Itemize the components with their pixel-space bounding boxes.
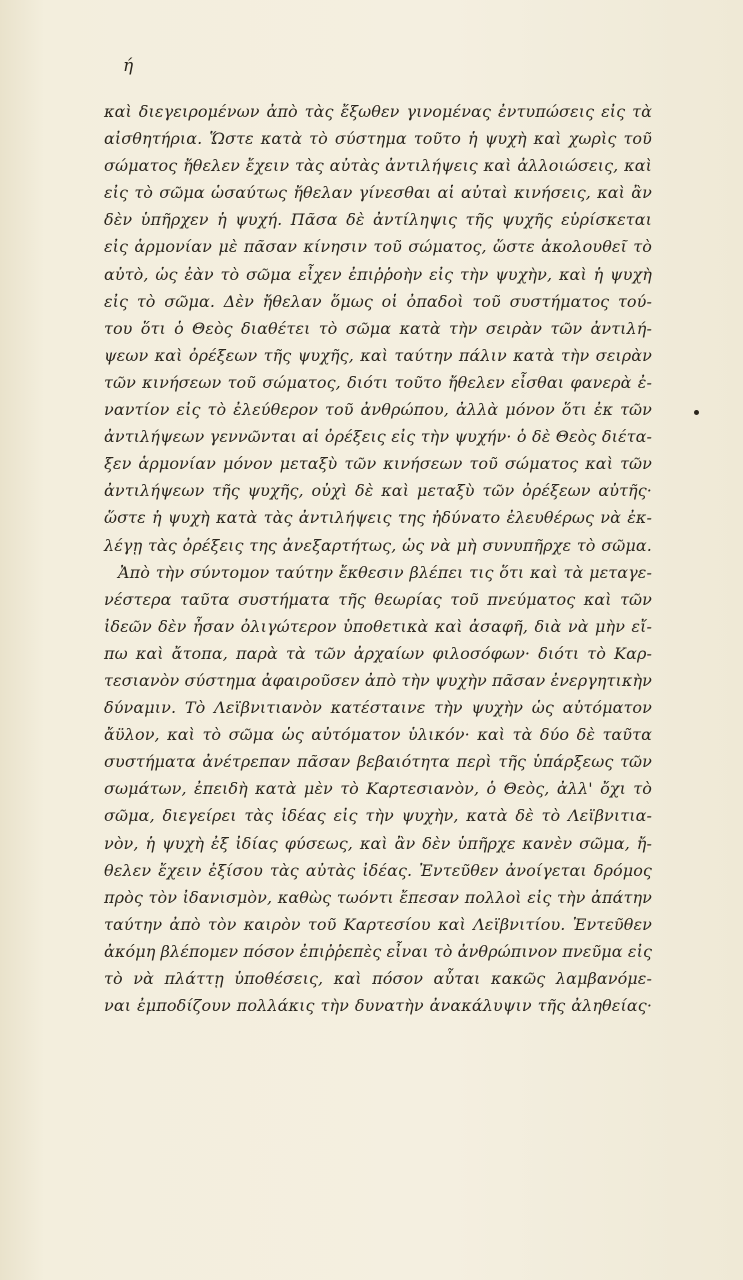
text-line: νὸν, ἡ ψυχὴ ἐξ ἰδίας φύσεως, καὶ ἂν δὲν ὑπῆρχε κανὲν σῶμα, ἤ- — [104, 833, 652, 853]
text-line: εἰς τὸ σῶμα ὡσαύτως ἤθελαν γίνεσθαι αἱ αὐταὶ κινήσεις, καὶ ἂν — [104, 183, 652, 203]
text-line: ναι ἐμποδίζουν πολλάκις τὴν δυνατὴν ἀνακάλυψιν τῆς ἀληθείας· — [104, 996, 652, 1016]
body-text — [104, 98, 652, 1019]
page-number: ή — [123, 56, 134, 76]
text-line: καὶ διεγειρομένων ἀπὸ τὰς ἔξωθεν γινομένας ἐντυπώσεις εἰς τὰ — [104, 102, 652, 121]
text-line: Ἀπὸ τὴν σύντομον ταύτην ἔκθεσιν βλέπει τις ὅτι καὶ τὰ μεταγε- — [118, 562, 652, 582]
ink-spot — [694, 410, 699, 415]
text-line: εἰς τὸ σῶμα. Δὲν ἤθελαν ὅμως οἱ ὀπαδοὶ τοῦ συστήματος τού- — [104, 291, 652, 311]
text-line: σώματος ἤθελεν ἔχειν τὰς αὐτὰς ἀντιλήψεις καὶ ἀλλοιώσεις, καὶ — [104, 156, 652, 176]
text-line: σωμάτων, ἐπειδὴ κατὰ μὲν τὸ Καρτεσιανὸν, ὁ Θεὸς, ἀλλ' ὄχι τὸ — [104, 779, 652, 799]
text-line: του ὅτι ὁ Θεὸς διαθέτει τὸ σῶμα κατὰ τὴν σειρὰν τῶν ἀντιλή- — [104, 318, 652, 338]
text-line: νέστερα ταῦτα συστήματα τῆς θεωρίας τοῦ πνεύματος καὶ τῶν — [104, 589, 652, 609]
text-line: πω καὶ ἄτοπα, παρὰ τὰ τῶν ἀρχαίων φιλοσόφων· διότι τὸ Καρ- — [104, 643, 652, 663]
text-line: ἄϋλον, καὶ τὸ σῶμα ὡς αὐτόματον ὑλικόν· καὶ τὰ δύο δὲ ταῦτα — [104, 725, 652, 745]
text-line: ξεν ἁρμονίαν μόνον μεταξὺ τῶν κινήσεων τοῦ σώματος καὶ τῶν — [104, 454, 652, 474]
text-line: εἰς ἁρμονίαν μὲ πᾶσαν κίνησιν τοῦ σώματος, ὥστε ἀκολουθεῖ τὸ — [104, 237, 652, 257]
text-line: ὥστε ἡ ψυχὴ κατὰ τὰς ἀντιλήψεις της ἠδύνατο ἐλευθέρως νὰ ἐκ- — [104, 508, 652, 528]
text-line: ταύτην ἀπὸ τὸν καιρὸν τοῦ Καρτεσίου καὶ Λεϊβνιτίου. Ἐντεῦθεν — [104, 914, 652, 934]
text-line: πρὸς τὸν ἰδανισμὸν, καθὼς τωόντι ἔπεσαν πολλοὶ εἰς τὴν ἀπάτην — [104, 887, 652, 907]
text-line: ἰδεῶν δὲν ἦσαν ὀλιγώτερον ὑποθετικὰ καὶ ἀσαφῆ, διὰ νὰ μὴν εἴ- — [104, 616, 652, 636]
text-line: τῶν κινήσεων τοῦ σώματος, διότι τοῦτο ἤθελεν εἶσθαι φανερὰ ἐ- — [104, 372, 652, 392]
text-line: δὲν ὑπῆρχεν ἡ ψυχή. Πᾶσα δὲ ἀντίληψις τῆς ψυχῆς εὑρίσκεται — [104, 210, 652, 230]
text-line: ἀντιλήψεων γεννῶνται αἱ ὀρέξεις εἰς τὴν ψυχήν· ὁ δὲ Θεὸς διέτα- — [104, 427, 652, 447]
text-line: αὐτὸ, ὡς ἐὰν τὸ σῶμα εἶχεν ἐπιῤῥοὴν εἰς τὴν ψυχὴν, καὶ ἡ ψυχὴ — [104, 264, 652, 284]
text-line: αἰσθητήρια. Ὥστε κατὰ τὸ σύστημα τοῦτο ἡ ψυχὴ καὶ χωρὶς τοῦ — [104, 129, 652, 149]
text-line: ἀντιλήψεων τῆς ψυχῆς, οὐχὶ δὲ καὶ μεταξὺ τῶν ὀρέξεων αὐτῆς· — [104, 481, 652, 501]
text-line: θελεν ἔχειν ἐξίσου τὰς αὐτὰς ἰδέας. Ἐντεῦθεν ἀνοίγεται δρόμος — [104, 860, 652, 880]
text-line: τὸ νὰ πλάττῃ ὑποθέσεις, καὶ πόσον αὗται κακῶς λαμβανόμε- — [104, 969, 652, 988]
text-line: ἀκόμη βλέπομεν πόσον ἐπιῤῥεπὲς εἶναι τὸ ἀνθρώπινον πνεῦμα εἰς — [104, 941, 653, 961]
text-line: τεσιανὸν σύστημα ἀφαιροῦσεν ἀπὸ τὴν ψυχὴν πᾶσαν ἐνεργητικὴν — [104, 670, 652, 690]
text-line: σῶμα, διεγείρει τὰς ἰδέας εἰς τὴν ψυχὴν, κατὰ δὲ τὸ Λεϊβνιτια- — [104, 806, 652, 826]
text-line: δύναμιν. Τὸ Λεϊβνιτιανὸν κατέσταινε τὴν ψυχὴν ὡς αὐτόματον — [104, 698, 652, 718]
text-line: συστήματα ἀνέτρεπαν πᾶσαν βεβαιότητα περὶ τῆς ὑπάρξεως τῶν — [104, 752, 652, 772]
text-line: λέγῃ τὰς ὀρέξεις της ἀνεξαρτήτως, ὡς νὰ μὴ συνυπῆρχε τὸ σῶμα. — [104, 535, 652, 555]
text-line: ναντίον εἰς τὸ ἐλεύθερον τοῦ ἀνθρώπου, ἀλλὰ μόνον ὅτι ἐκ τῶν — [104, 400, 652, 420]
text-line: ψεων καὶ ὀρέξεων τῆς ψυχῆς, καὶ ταύτην πάλιν κατὰ τὴν σειρὰν — [104, 345, 652, 365]
